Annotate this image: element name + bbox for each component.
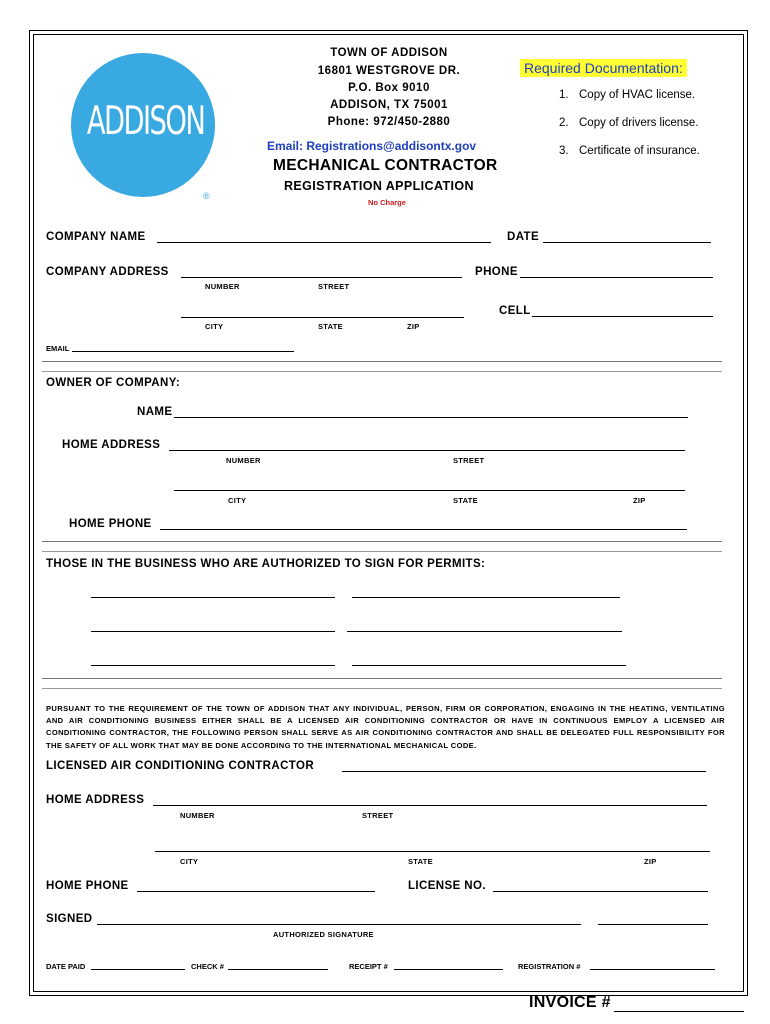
signature-field[interactable]	[97, 924, 581, 925]
signature-date-field[interactable]	[598, 924, 708, 925]
divider	[42, 551, 722, 552]
date-label: DATE	[507, 231, 540, 243]
owner-home-address-label: HOME ADDRESS	[62, 439, 161, 451]
divider	[42, 688, 722, 689]
zip-caption: ZIP	[407, 322, 420, 331]
authorized-signer-field[interactable]	[352, 597, 620, 598]
divider	[42, 371, 722, 372]
town-line: 16801 WESTGROVE DR.	[317, 65, 461, 77]
divider	[42, 678, 722, 679]
company-city-field[interactable]	[181, 317, 464, 318]
street-caption: STREET	[362, 811, 394, 820]
form-subtitle: REGISTRATION APPLICATION	[284, 179, 474, 193]
owner-heading: OWNER OF COMPANY:	[46, 377, 181, 389]
email-link[interactable]: Email: Registrations@addisontx.gov	[267, 139, 477, 153]
owner-home-phone-field[interactable]	[160, 529, 687, 530]
authorized-signer-field[interactable]	[91, 665, 335, 666]
divider	[42, 361, 722, 362]
zip-caption: ZIP	[644, 857, 657, 866]
authorized-signer-field[interactable]	[91, 631, 335, 632]
check-field[interactable]	[228, 969, 328, 970]
invoice-field[interactable]	[614, 1011, 744, 1012]
town-line: TOWN OF ADDISON	[330, 47, 448, 59]
required-docs-title: Required Documentation:	[520, 59, 687, 77]
owner-name-field[interactable]	[174, 417, 688, 418]
signed-label: SIGNED	[46, 913, 93, 925]
phone-label: PHONE	[475, 266, 518, 278]
owner-home-address-field[interactable]	[169, 450, 685, 451]
company-address-field[interactable]	[181, 277, 462, 278]
city-caption: CITY	[205, 322, 224, 331]
state-caption: STATE	[408, 857, 433, 866]
doc-item: Certificate of insurance.	[579, 145, 700, 157]
state-caption: STATE	[318, 322, 343, 331]
divider	[42, 541, 722, 542]
email-field[interactable]	[72, 351, 294, 352]
cell-field[interactable]	[532, 316, 713, 317]
street-caption: STREET	[453, 456, 485, 465]
logo-text: ADDISON	[86, 99, 205, 144]
owner-name-label: NAME	[137, 406, 173, 418]
registration-label: REGISTRATION #	[518, 962, 581, 971]
doc-item: Copy of HVAC license.	[579, 89, 696, 101]
owner-home-phone-label: HOME PHONE	[69, 518, 152, 530]
city-caption: CITY	[180, 857, 199, 866]
license-number-label: LICENSE NO.	[408, 880, 486, 892]
check-label: CHECK #	[191, 962, 224, 971]
licensed-contractor-label: LICENSED AIR CONDITIONING CONTRACTOR	[46, 760, 315, 772]
state-caption: STATE	[453, 496, 478, 505]
date-field[interactable]	[543, 242, 711, 243]
town-line: P.O. Box 9010	[348, 82, 430, 94]
city-caption: CITY	[228, 496, 247, 505]
owner-city-field[interactable]	[174, 490, 685, 491]
town-line: ADDISON, TX 75001	[330, 99, 448, 111]
licensed-home-address-label: HOME ADDRESS	[46, 794, 145, 806]
licensed-city-field[interactable]	[155, 851, 710, 852]
invoice-label: INVOICE #	[529, 994, 611, 1011]
street-caption: STREET	[318, 282, 350, 291]
licensed-home-phone-label: HOME PHONE	[46, 880, 129, 892]
form-title: MECHANICAL CONTRACTOR	[273, 157, 498, 174]
doc-number: 2.	[559, 117, 569, 129]
number-caption: NUMBER	[205, 282, 240, 291]
authorized-signer-field[interactable]	[352, 665, 626, 666]
authorized-heading: THOSE IN THE BUSINESS WHO ARE AUTHORIZED TO SIGN FOR PERMITS:	[46, 558, 486, 570]
registered-mark: ®	[203, 191, 210, 201]
company-name-field[interactable]	[157, 242, 491, 243]
email-label: EMAIL	[46, 344, 70, 353]
cell-label: CELL	[499, 305, 531, 317]
company-address-label: COMPANY ADDRESS	[46, 266, 169, 278]
date-paid-label: DATE PAID	[46, 962, 86, 971]
doc-item: Copy of drivers license.	[579, 117, 699, 129]
town-line: Phone: 972/450-2880	[327, 116, 451, 128]
authorized-signer-field[interactable]	[91, 597, 335, 598]
number-caption: NUMBER	[180, 811, 215, 820]
licensed-home-phone-field[interactable]	[137, 891, 375, 892]
charge-note: No Charge	[368, 198, 406, 207]
authorized-signer-field[interactable]	[347, 631, 622, 632]
phone-field[interactable]	[520, 277, 713, 278]
licensed-contractor-field[interactable]	[342, 771, 706, 772]
pursuant-paragraph: PURSUANT TO THE REQUIREMENT OF THE TOWN OF ADDISON THAT ANY INDIVIDUAL, PERSON, FIRM OR CORPORATION, ENGAGING IN THE HEATING, VENTILATING AND AIR CONDITIONING BUSINESS EITHER SHALL BE A LICENSED AIR CONDITIONING CONTRACTOR OR HAVE IN CONTINUOUS EMPLOY A LICENSED AIR CONDITIONING CONTRACTOR, THE FOLLOWING PERSON SHALL SERVE AS AIR CONDITIONING CONTRACTOR AND SHALL BE DELEGATED FULL RESPONSIBILITY FOR THE SAFETY OF ALL WORK THAT MAY BE DONE ACCORDING TO THE INTERNATIONAL MECHANICAL CODE.	[46, 704, 725, 750]
company-name-label: COMPANY NAME	[46, 231, 146, 243]
doc-number: 1.	[559, 89, 569, 101]
receipt-label: RECEIPT #	[349, 962, 388, 971]
registration-field[interactable]	[590, 969, 715, 970]
doc-number: 3.	[559, 145, 569, 157]
addison-logo	[71, 53, 215, 197]
number-caption: NUMBER	[226, 456, 261, 465]
authorized-signature-caption: AUTHORIZED SIGNATURE	[273, 930, 374, 939]
receipt-field[interactable]	[394, 969, 503, 970]
license-number-field[interactable]	[493, 891, 708, 892]
date-paid-field[interactable]	[91, 969, 185, 970]
licensed-home-address-field[interactable]	[153, 805, 707, 806]
zip-caption: ZIP	[633, 496, 646, 505]
